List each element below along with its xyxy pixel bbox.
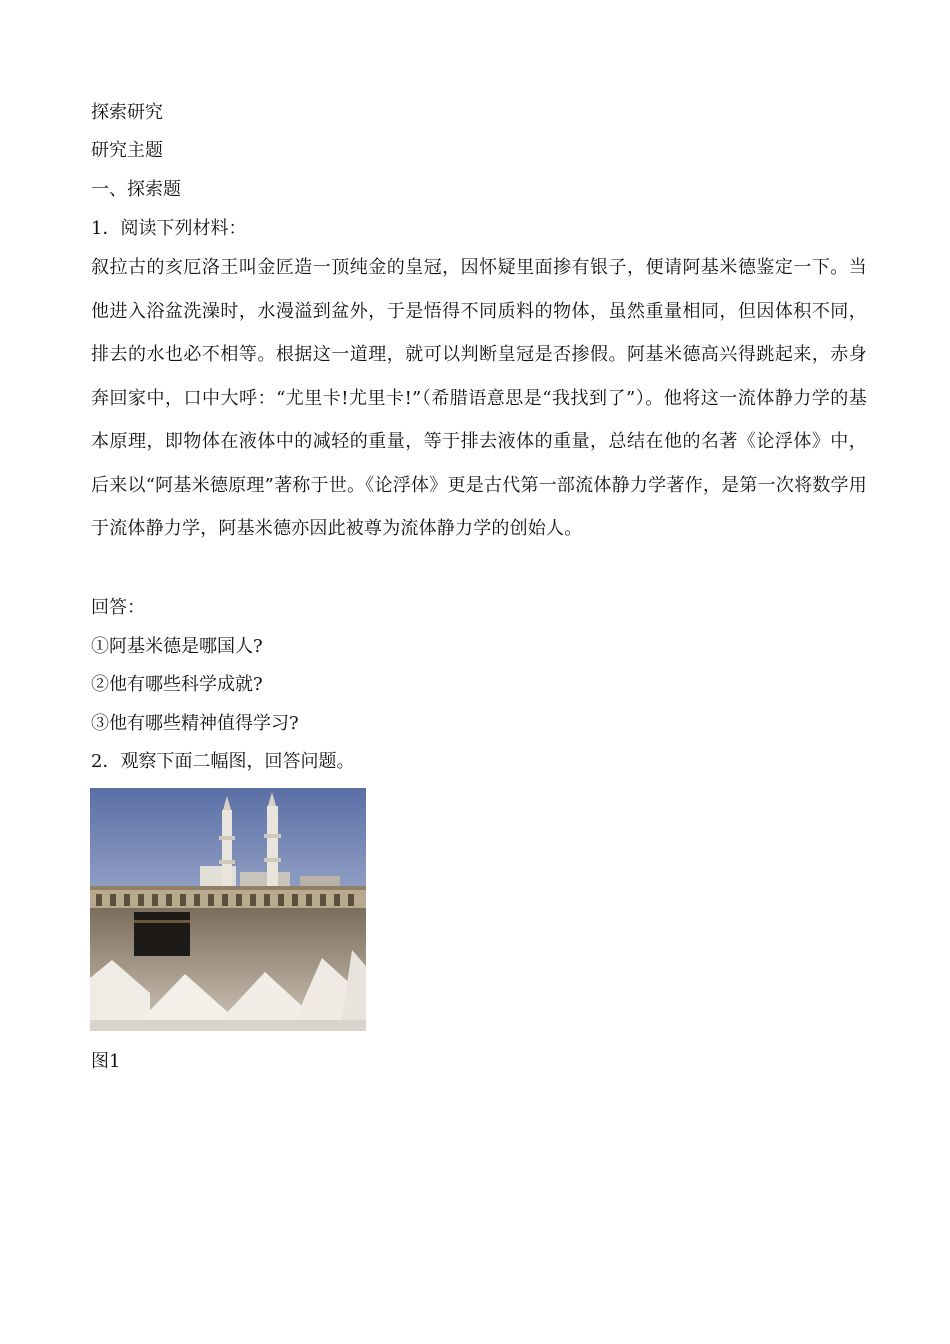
answer-label: 回答： [91,597,145,618]
question-1-label: 1．阅读下列材料： [91,218,247,239]
question-2-label: 2．观察下面二幅图，回答问题。 [91,751,355,772]
section-heading: 一、探索题 [91,179,181,200]
question-item-3: ③他有哪些精神值得学习? [91,713,299,734]
figure-1-photo [90,788,366,1031]
reading-material: 叙拉古的亥厄洛王叫金匠造一顶纯金的皇冠，因怀疑里面掺有银子，便请阿基米德鉴定一下。当他进入浴盆洗澡时，水漫溢到盆外，于是悟得不同质料的物体，虽然重量相同，但因体积不同，排去的水也必不相等。根据这一道理，就可以判断皇冠是否掺假。阿基米德高兴得跳起来，赤身奔回家中，口中大呼：“尤里卡!尤里卡!”（希腊语意思是“我找到了”）。他将这一流体静力学的基本原理，即物体在液体中的减轻的重量，等于排去液体的重量，总结在他的名著《论浮体》中，后来以“阿基米德原理”著称于世。《论浮体》更是古代第一部流体静力学著作，是第一次将数学用于流体静力学，阿基米德亦因此被尊为流体静力学的创始人。 [91,257,867,539]
figure-caption: 图1 [91,1051,121,1072]
doc-title: 探索研究 [91,102,163,123]
question-item-2: ②他有哪些科学成就? [91,674,263,695]
question-item-1: ①阿基米德是哪国人? [91,636,263,657]
doc-subtitle: 研究主题 [91,140,163,161]
